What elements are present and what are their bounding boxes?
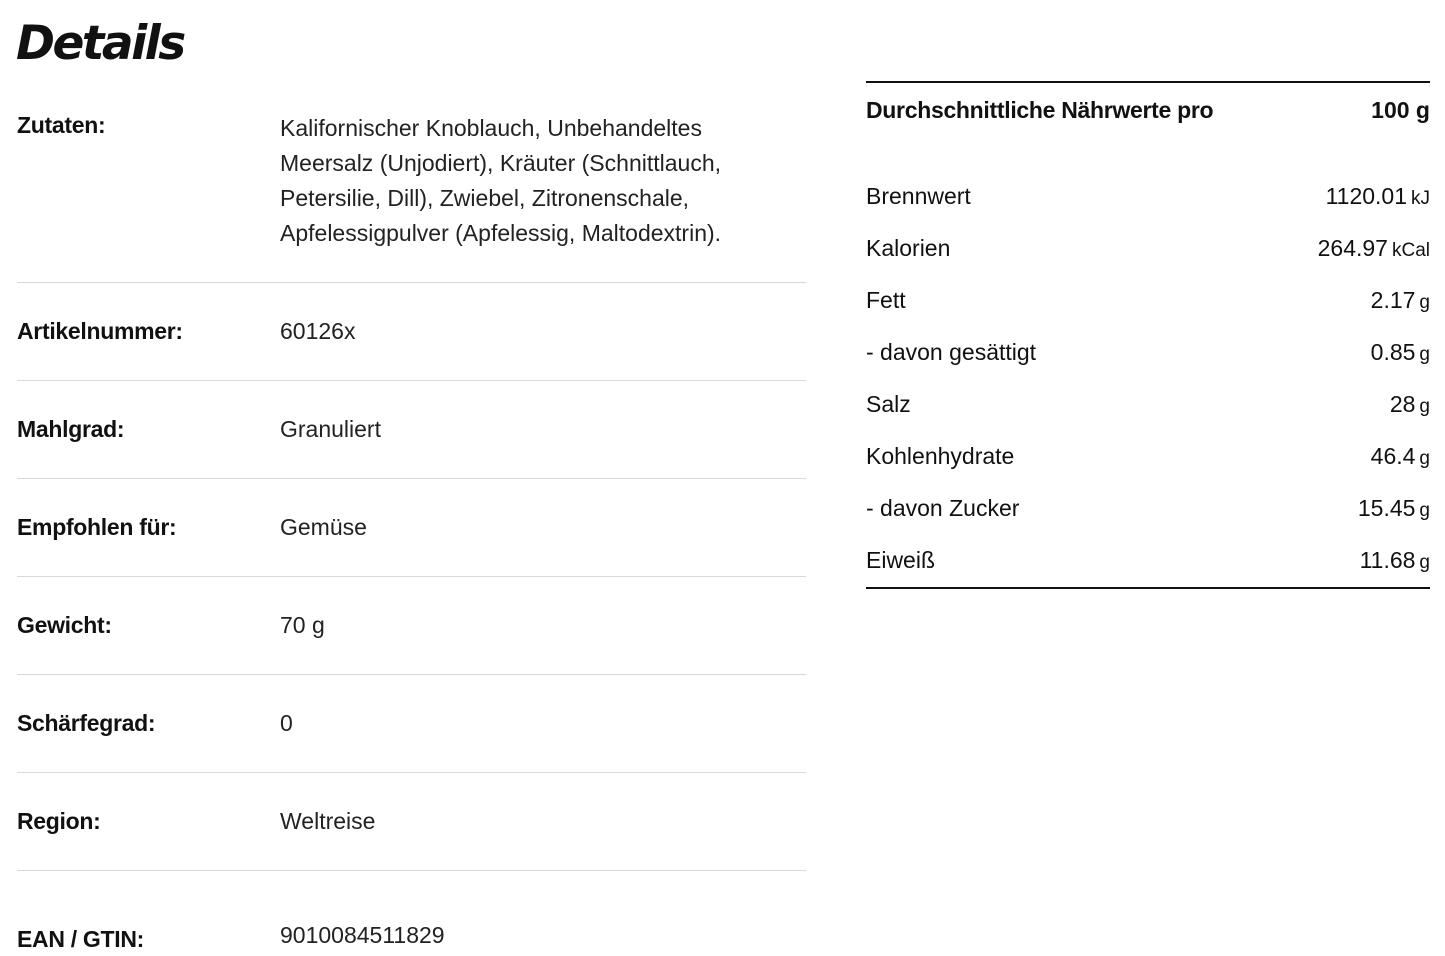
nutrient-name: - davon Zucker [866, 494, 1020, 521]
nutrient-unit: g [1419, 552, 1430, 573]
nutrient-unit: g [1419, 499, 1430, 521]
detail-row-article-number [17, 282, 806, 380]
detail-label: Artikelnummer: [17, 318, 183, 344]
nutrient-value [1371, 443, 1430, 470]
detail-row-ingredients [17, 82, 806, 282]
nutrient-row-calories [866, 222, 1430, 274]
detail-label: Zutaten: [17, 112, 106, 138]
nutrient-row-energy [866, 170, 1430, 222]
nutrient-value [1326, 183, 1430, 210]
nutrient-row-saturated-fat [866, 326, 1430, 378]
nutrient-value [1371, 339, 1430, 366]
nutrient-value [1318, 235, 1430, 262]
nutrient-name: Brennwert [866, 182, 971, 209]
nutrient-name: - davon gesättigt [866, 338, 1037, 365]
details-table [17, 82, 806, 956]
nutrient-name: Kalorien [866, 234, 951, 261]
nutrient-amount: 28 [1389, 390, 1416, 417]
detail-label: EAN / GTIN: [17, 926, 145, 952]
detail-row-spiciness [17, 674, 806, 772]
detail-row-recommended-for [17, 478, 806, 576]
detail-label: Gewicht: [17, 612, 112, 638]
nutrient-amount: 11.68 [1359, 547, 1416, 573]
nutrient-name: Fett [866, 286, 906, 313]
detail-value: Kalifornischer Knoblauch, Unbehandeltes Meersalz (Unjodiert), Kräuter (Schnittlauch, Petersilie, Dill), Zwiebel, Zitronenschale, Apfelessigpulver (Apfelessig, Maltodextrin). [280, 115, 722, 246]
nutrition-header-unit: 100 g [1371, 97, 1430, 123]
nutrition-header [866, 83, 1430, 170]
detail-label: Region: [17, 808, 101, 834]
detail-value: 9010084511829 [280, 922, 445, 948]
nutrient-amount: 15.45 [1357, 494, 1416, 521]
detail-row-ean [17, 870, 806, 956]
nutrient-name: Salz [866, 390, 911, 417]
page-title: Details [16, 16, 184, 71]
nutrition-header-label: Durchschnittliche Nährwerte pro [866, 97, 1214, 123]
nutrient-value [1371, 287, 1430, 314]
detail-label: Mahlgrad: [17, 416, 125, 442]
nutrient-unit: kCal [1391, 239, 1430, 261]
nutrient-value [1360, 547, 1430, 574]
nutrient-unit: g [1419, 395, 1430, 417]
detail-value: Weltreise [280, 808, 376, 834]
nutrient-unit: g [1419, 343, 1430, 365]
detail-label: Empfohlen für: [17, 514, 177, 540]
detail-value: Granuliert [280, 416, 381, 442]
nutrient-row-protein [866, 534, 1430, 587]
nutrient-name: Eiweiß [866, 547, 936, 573]
nutrient-amount: 46.4 [1370, 442, 1416, 469]
nutrient-value [1390, 391, 1430, 418]
detail-value: 60126x [280, 318, 356, 344]
detail-value: 70 g [280, 612, 325, 638]
nutrient-amount: 2.17 [1370, 286, 1416, 313]
detail-value: 0 [280, 710, 293, 736]
nutrient-name: Kohlenhydrate [866, 442, 1015, 469]
nutrient-row-carbohydrates [866, 430, 1430, 482]
nutrient-row-fat [866, 274, 1430, 326]
detail-label: Schärfegrad: [17, 710, 156, 736]
detail-row-weight [17, 576, 806, 674]
nutrient-row-sugar [866, 482, 1430, 534]
nutrient-unit: g [1419, 291, 1430, 313]
nutrient-unit: g [1419, 447, 1430, 469]
detail-row-grind [17, 380, 806, 478]
nutrient-amount: 1120.01 [1325, 182, 1407, 209]
nutrient-value [1358, 495, 1430, 522]
nutrition-table [866, 81, 1430, 589]
nutrient-amount: 264.97 [1317, 234, 1388, 261]
detail-value: Gemüse [280, 514, 367, 540]
nutrient-row-salt [866, 378, 1430, 430]
nutrient-unit: kJ [1411, 187, 1430, 209]
detail-row-region [17, 772, 806, 870]
nutrient-amount: 0.85 [1370, 338, 1416, 365]
